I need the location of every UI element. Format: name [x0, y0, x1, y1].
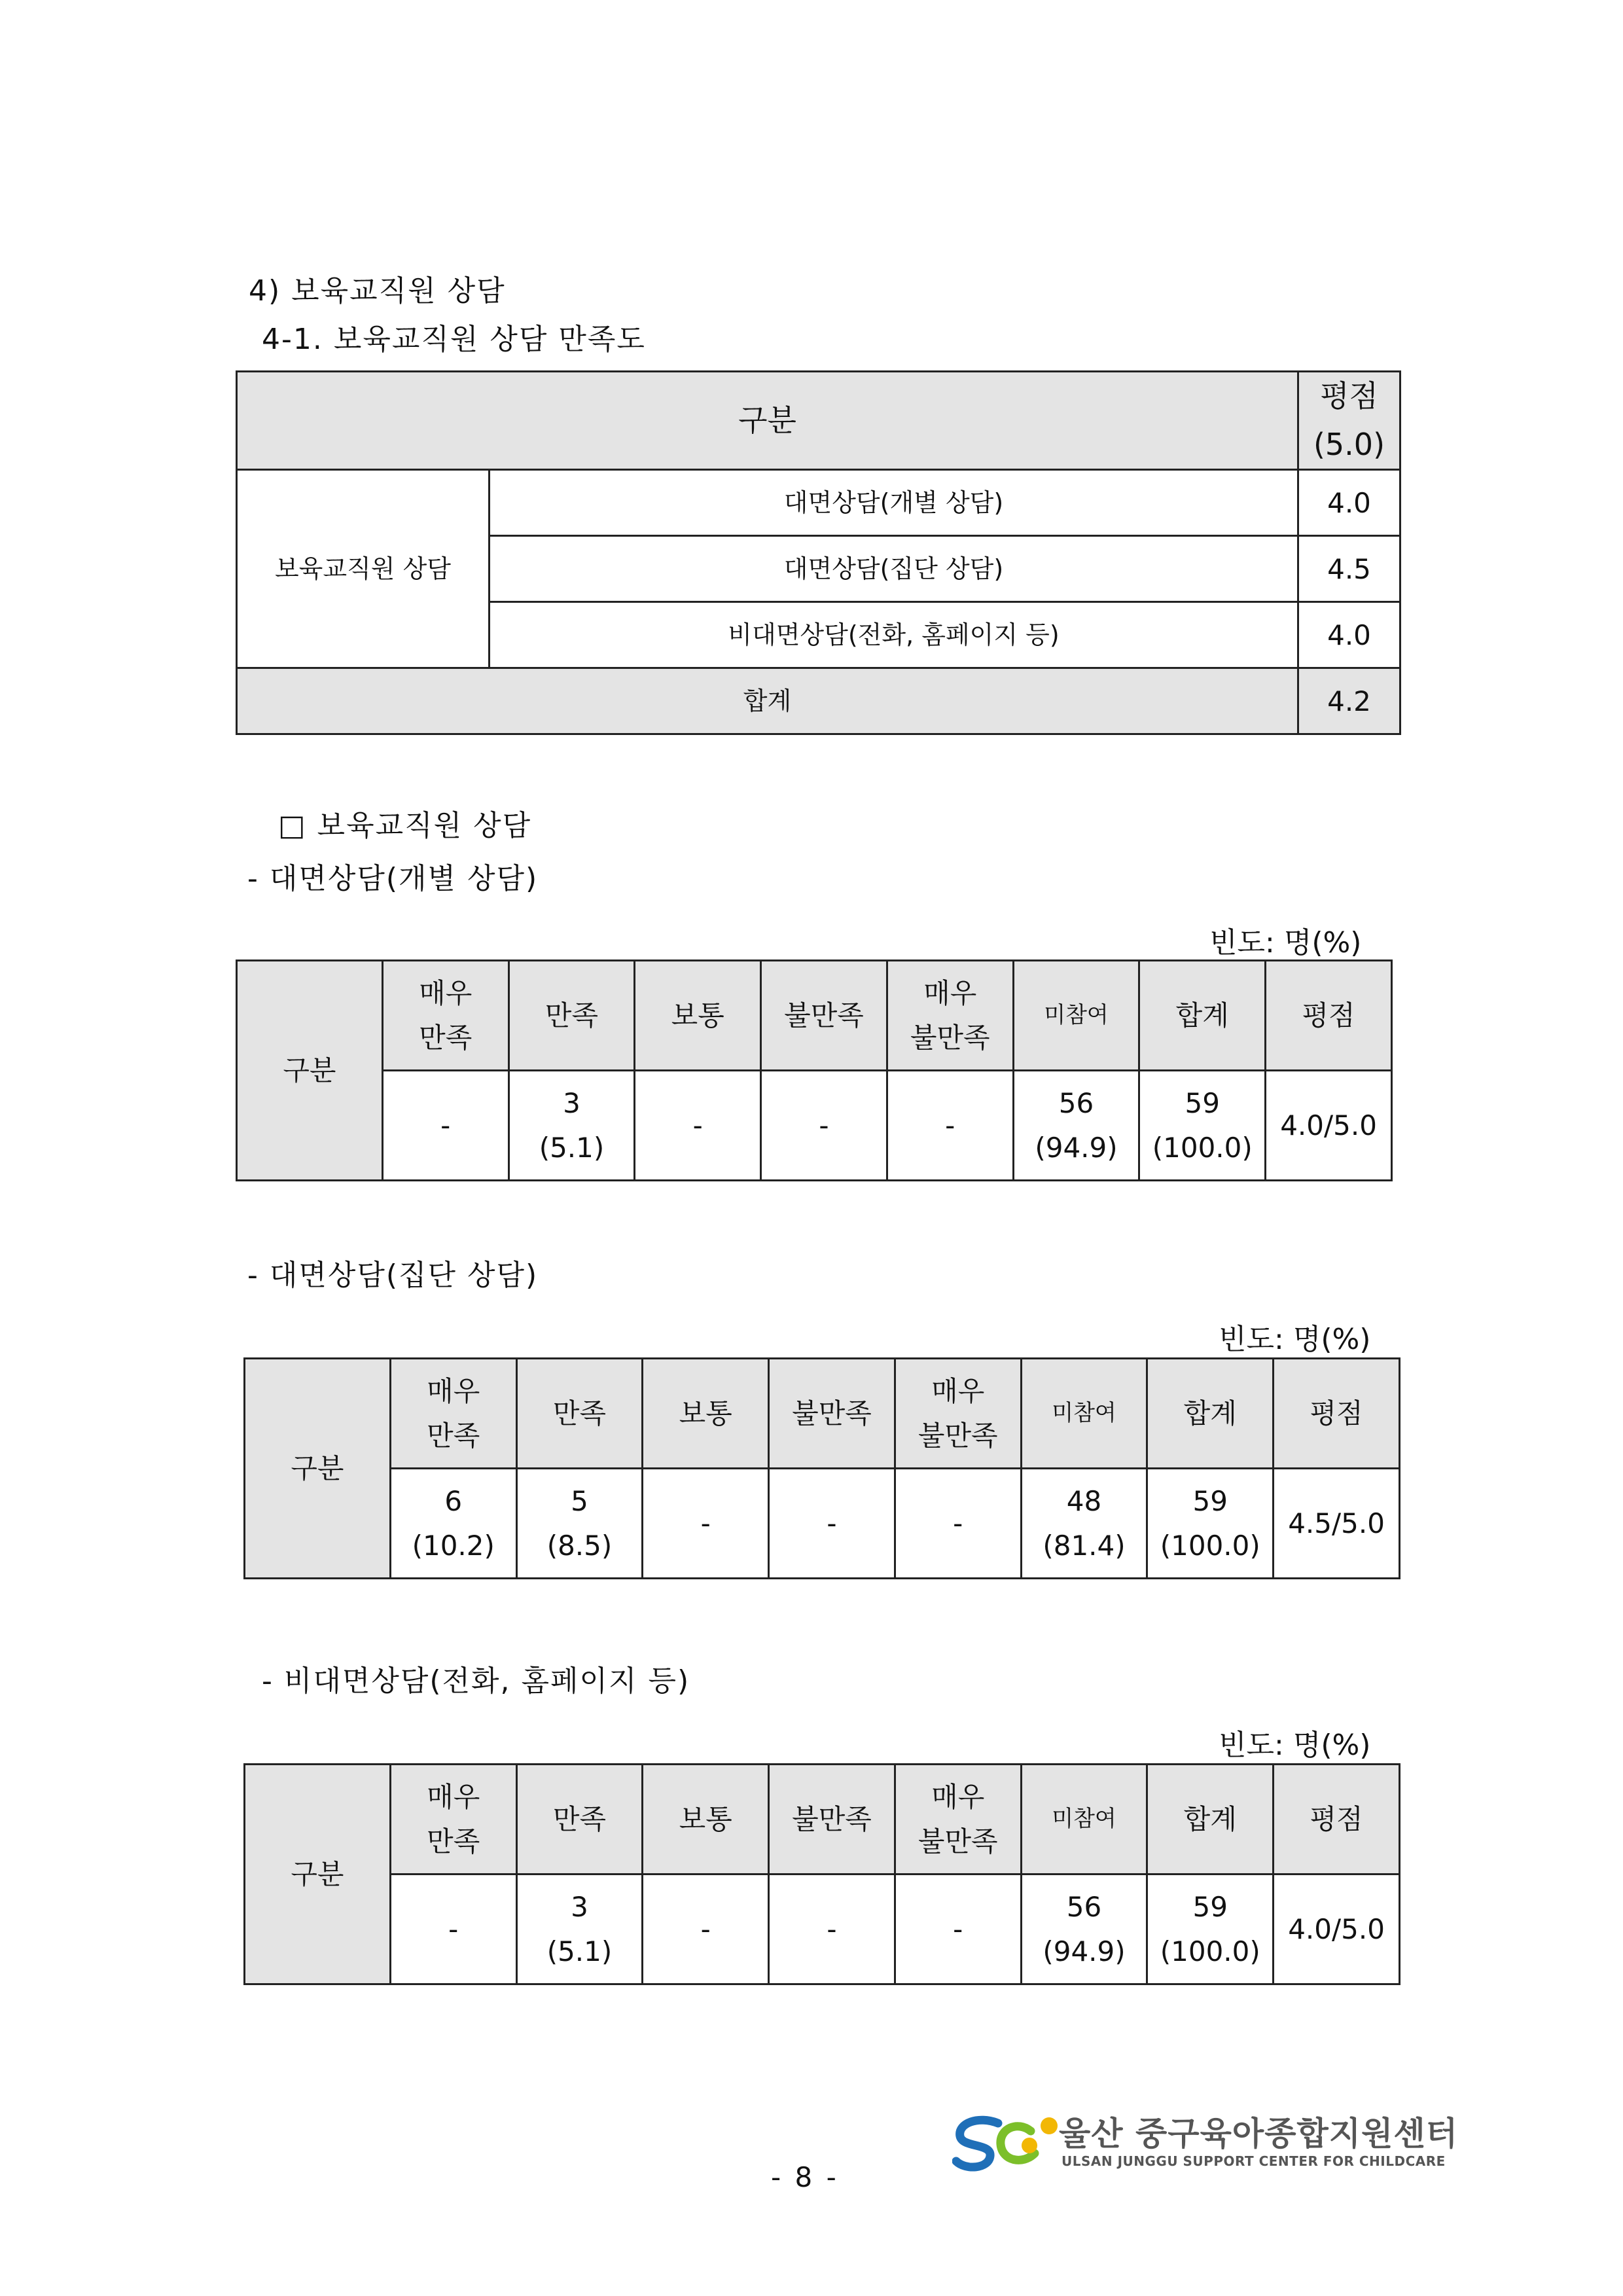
col-dissatisfied: 불만족: [769, 1765, 895, 1874]
summary-header-score: 평점 (5.0): [1298, 372, 1400, 470]
col-dissatisfied: 불만족: [769, 1359, 895, 1469]
cell-neutral: -: [643, 1469, 769, 1579]
org-name-en: ULSAN JUNGGU SUPPORT CENTER FOR CHILDCARE: [1061, 2153, 1446, 2169]
col-neutral: 보통: [643, 1765, 769, 1874]
freq-table-individual: [236, 960, 1393, 1181]
cell-satisfied: 3 (5.1): [516, 1874, 643, 1984]
summary-row-label: 대면상담(개별 상담): [490, 470, 1298, 536]
cell-dissatisfied: -: [761, 1071, 887, 1181]
col-score: 평점: [1274, 1765, 1400, 1874]
col-not-participated: 미참여: [1021, 1359, 1147, 1469]
summary-row-label: 대면상담(집단 상담): [490, 536, 1298, 602]
summary-row-score: 4.5: [1298, 536, 1400, 602]
cell-not-participated: 56 (94.9): [1013, 1071, 1139, 1181]
col-category: 구분: [237, 961, 383, 1181]
col-very-dissatisfied: 매우 불만족: [895, 1359, 1021, 1469]
freq-unit-label: 빈도: 명(%): [1209, 926, 1362, 960]
cell-very-dissatisfied: -: [887, 1071, 1013, 1181]
section-subtitle: 4-1. 보육교직원 상담 만족도: [262, 323, 646, 356]
col-satisfied: 만족: [508, 961, 635, 1071]
cell-neutral: -: [635, 1071, 761, 1181]
col-score: 평점: [1266, 961, 1392, 1071]
summary-group-label: 보육교직원 상담: [237, 470, 490, 668]
col-not-participated: 미참여: [1013, 961, 1139, 1071]
cell-score: 4.5/5.0: [1274, 1469, 1400, 1579]
cell-very-satisfied: 6 (10.2): [390, 1469, 516, 1579]
summary-row-score: 4.0: [1298, 470, 1400, 536]
col-very-dissatisfied: 매우 불만족: [895, 1765, 1021, 1874]
cell-dissatisfied: -: [769, 1874, 895, 1984]
subsection-heading: □ 보육교직원 상담: [278, 809, 532, 842]
freq-heading-individual: - 대면상담(개별 상담): [247, 862, 539, 895]
cell-satisfied: 3 (5.1): [508, 1071, 635, 1181]
col-category: 구분: [245, 1765, 391, 1984]
summary-row-label: 비대면상담(전화, 홈페이지 등): [490, 602, 1298, 668]
col-satisfied: 만족: [516, 1359, 643, 1469]
cell-dissatisfied: -: [769, 1469, 895, 1579]
freq-unit-label: 빈도: 명(%): [1219, 1323, 1371, 1356]
freq-unit-label: 빈도: 명(%): [1219, 1729, 1371, 1762]
cell-very-satisfied: -: [390, 1874, 516, 1984]
cell-satisfied: 5 (8.5): [516, 1469, 643, 1579]
col-neutral: 보통: [635, 961, 761, 1071]
col-total: 합계: [1147, 1359, 1274, 1469]
cell-very-dissatisfied: -: [895, 1469, 1021, 1579]
col-dissatisfied: 불만족: [761, 961, 887, 1071]
cell-total: 59 (100.0): [1147, 1874, 1274, 1984]
col-very-satisfied: 매우 만족: [390, 1359, 516, 1469]
cell-total: 59 (100.0): [1147, 1469, 1274, 1579]
cell-not-participated: 48 (81.4): [1021, 1469, 1147, 1579]
cell-neutral: -: [643, 1874, 769, 1984]
cell-not-participated: 56 (94.9): [1021, 1874, 1147, 1984]
col-score: 평점: [1274, 1359, 1400, 1469]
summary-header-category: 구분: [237, 372, 1298, 470]
col-satisfied: 만족: [516, 1765, 643, 1874]
summary-row-score: 4.0: [1298, 602, 1400, 668]
org-name-ko: 울산 중구육아종합지원센터: [1059, 2115, 1459, 2153]
freq-heading-remote: - 비대면상담(전화, 홈페이지 등): [262, 1664, 690, 1698]
page-number: - 8 -: [771, 2161, 839, 2193]
summary-total-score: 4.2: [1298, 668, 1400, 734]
col-neutral: 보통: [643, 1359, 769, 1469]
col-very-satisfied: 매우 만족: [382, 961, 508, 1071]
cell-very-dissatisfied: -: [895, 1874, 1021, 1984]
col-category: 구분: [245, 1359, 391, 1579]
freq-table-remote: [243, 1763, 1400, 1985]
col-very-dissatisfied: 매우 불만족: [887, 961, 1013, 1071]
col-not-participated: 미참여: [1021, 1765, 1147, 1874]
freq-table-group: [243, 1357, 1400, 1579]
freq-heading-group: - 대면상담(집단 상담): [247, 1259, 539, 1292]
col-very-satisfied: 매우 만족: [390, 1765, 516, 1874]
cell-score: 4.0/5.0: [1274, 1874, 1400, 1984]
cell-very-satisfied: -: [382, 1071, 508, 1181]
col-total: 합계: [1139, 961, 1266, 1071]
summary-table: [236, 370, 1401, 735]
summary-total-label: 합계: [237, 668, 1298, 734]
section-title: 4) 보육교직원 상담: [249, 274, 506, 308]
cell-score: 4.0/5.0: [1266, 1071, 1392, 1181]
cell-total: 59 (100.0): [1139, 1071, 1266, 1181]
col-total: 합계: [1147, 1765, 1274, 1874]
